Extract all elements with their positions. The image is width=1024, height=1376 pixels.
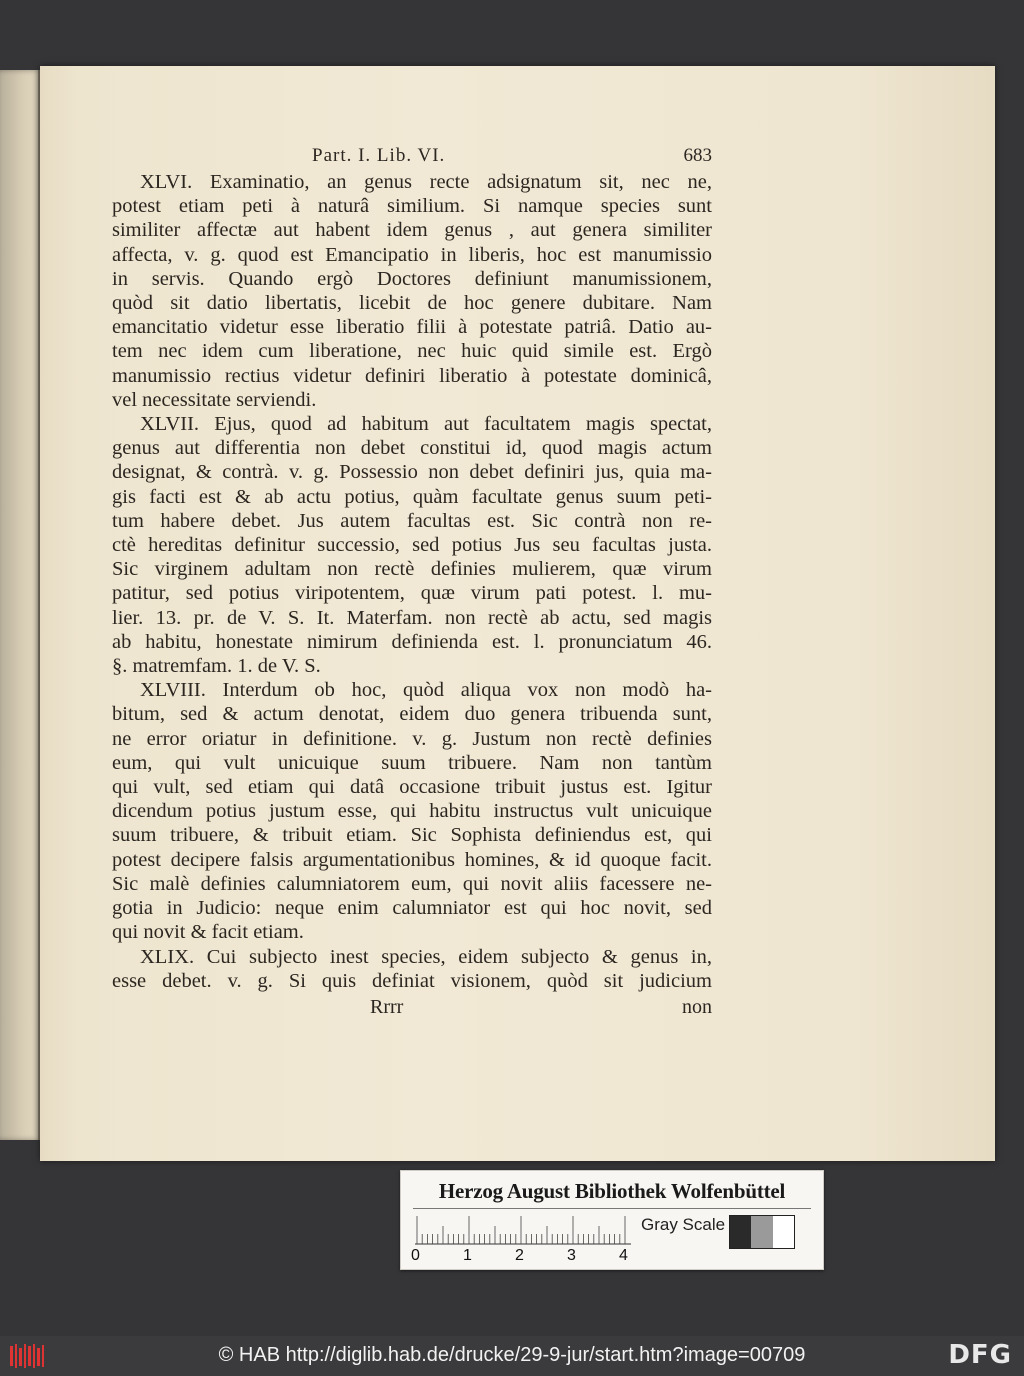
gray-scale-label: Gray Scale (641, 1215, 726, 1234)
gray-scale-swatch (729, 1215, 795, 1249)
text-line: dicendum potius justum esse, qui habitu instructus vult unicuique (112, 800, 712, 823)
text-line: qui vult, sed etiam qui datâ occasione tribuit justus est. Igitur (112, 776, 712, 799)
text-line: esse debet. v. g. Si quis definiat visionem, quòd sit judicium (112, 969, 712, 992)
text-line: potest etiam peti à naturâ similium. Si namque species sunt (112, 195, 712, 218)
ruler-number: 2 (515, 1247, 524, 1264)
ruler-number: 0 (411, 1247, 420, 1264)
ruler-number: 3 (567, 1247, 576, 1264)
dfg-logo[interactable]: DFG (948, 1340, 1012, 1370)
text-line: §. matremfam. 1. de V. S. (112, 655, 321, 678)
ruler-number: 1 (463, 1247, 472, 1264)
text-line: XLVI. Examinatio, an genus recte adsignatum sit, nec ne, (140, 171, 712, 193)
text-line: XLVIII. Interdum ob hoc, quòd aliqua vox non modò ha- (140, 679, 712, 702)
text-line: affecta, v. g. quod est Emancipatio in liberis, hoc est manumissio (112, 243, 712, 266)
text-line: patitur, sed potius viripotentem, quæ virum pati potest. l. mu- (112, 582, 712, 605)
book-page (40, 66, 995, 1161)
signature-line (112, 995, 712, 1019)
text-line: genus aut differentia non debet constitui id, quod magis actum (112, 437, 712, 460)
page-text (112, 144, 712, 1019)
ruler-scale (415, 1215, 631, 1245)
text-line: gotia in Judicio: neque enim calumniator est qui hoc novit, sed (112, 897, 712, 920)
text-line: Sic virginem adultam non rectè definies mulierem, quæ virum (112, 558, 712, 581)
text-line: ctè hereditas definitur successio, sed potius Jus seu facultas justa. (112, 534, 712, 557)
text-line: in servis. Quando ergò Doctores definiunt manumissionem, (112, 267, 712, 290)
text-line: emancitatio videtur esse liberatio filii à potestate patriâ. Datio au- (112, 316, 712, 339)
text-line: bitum, sed & actum denotat, eidem duo genera tribuenda sunt, (112, 703, 712, 726)
text-line: lier. 13. pr. de V. S. It. Materfam. non rectè ab actu, sed magis (112, 606, 712, 629)
text-line: quòd sit datio libertatis, licebit de hoc genere dubitare. Nam (112, 292, 712, 315)
library-name: Herzog August Bibliothek Wolfenbüttel (438, 1179, 786, 1203)
text-line: XLVII. Ejus, quod ad habitum aut facultatem magis spectat, (140, 413, 712, 436)
text-line: suum tribuere, & tribuit etiam. Sic Sophista definiendus est, qui (112, 824, 712, 847)
previous-page-edge (0, 70, 40, 1140)
text-line: ne error oriatur in definitione. v. g. Justum non rectè definies (112, 727, 712, 750)
text-line: tum habere debet. Jus autem facultas est. Sic contrà non re- (112, 509, 712, 532)
card-divider (413, 1208, 811, 1209)
running-head-title: Part. I. Lib. VI. (312, 145, 446, 166)
gray-swatch-patch (730, 1216, 751, 1248)
catchword: non (682, 995, 712, 1018)
text-line: designat, & contrà. v. g. Possessio non debet definiri jus, quia ma- (112, 461, 712, 484)
text-line: ab habitu, honestate nimirum definienda est. l. pronunciatum 46. (112, 630, 712, 653)
text-line: XLIX. Cui subjecto inest species, eidem subjecto & genus in, (140, 945, 712, 968)
text-line: qui novit & facit etiam. (112, 921, 304, 944)
text-lines (112, 170, 712, 993)
text-line: potest decipere falsis argumentationibus homines, & id quoque facit. (112, 848, 712, 871)
folio-number: 683 (683, 145, 712, 166)
text-line: eum, qui vult unicuique suum tribuere. Nam non tantùm (112, 751, 712, 774)
library-color-card (400, 1170, 824, 1270)
text-line: Sic malè definies calumniatorem eum, qui novit aliis facessere ne- (112, 872, 712, 895)
ruler-numbers (411, 1247, 651, 1267)
text-line: vel necessitate serviendi. (112, 388, 317, 411)
running-head (112, 144, 712, 170)
copyright-url[interactable]: © HAB http://diglib.hab.de/drucke/29-9-jur/start.htm?image=00709 (218, 1344, 806, 1366)
gray-swatch-patch (773, 1216, 794, 1248)
text-line: gis facti est & ab actu potius, quàm facultate genus suum peti- (112, 485, 712, 508)
text-line: similiter affectæ aut habent idem genus , aut genera similiter (112, 219, 712, 242)
gray-swatch-patch (751, 1216, 772, 1248)
text-line: manumissio rectius videtur definiri liberatio à potestate dominicâ, (112, 364, 712, 387)
text-line: tem nec idem cum liberatione, nec huic quid simile est. Ergò (112, 340, 712, 363)
ruler-number: 4 (619, 1247, 628, 1264)
footer-bar (0, 1336, 1024, 1376)
signature-mark: Rrrr (370, 995, 404, 1018)
